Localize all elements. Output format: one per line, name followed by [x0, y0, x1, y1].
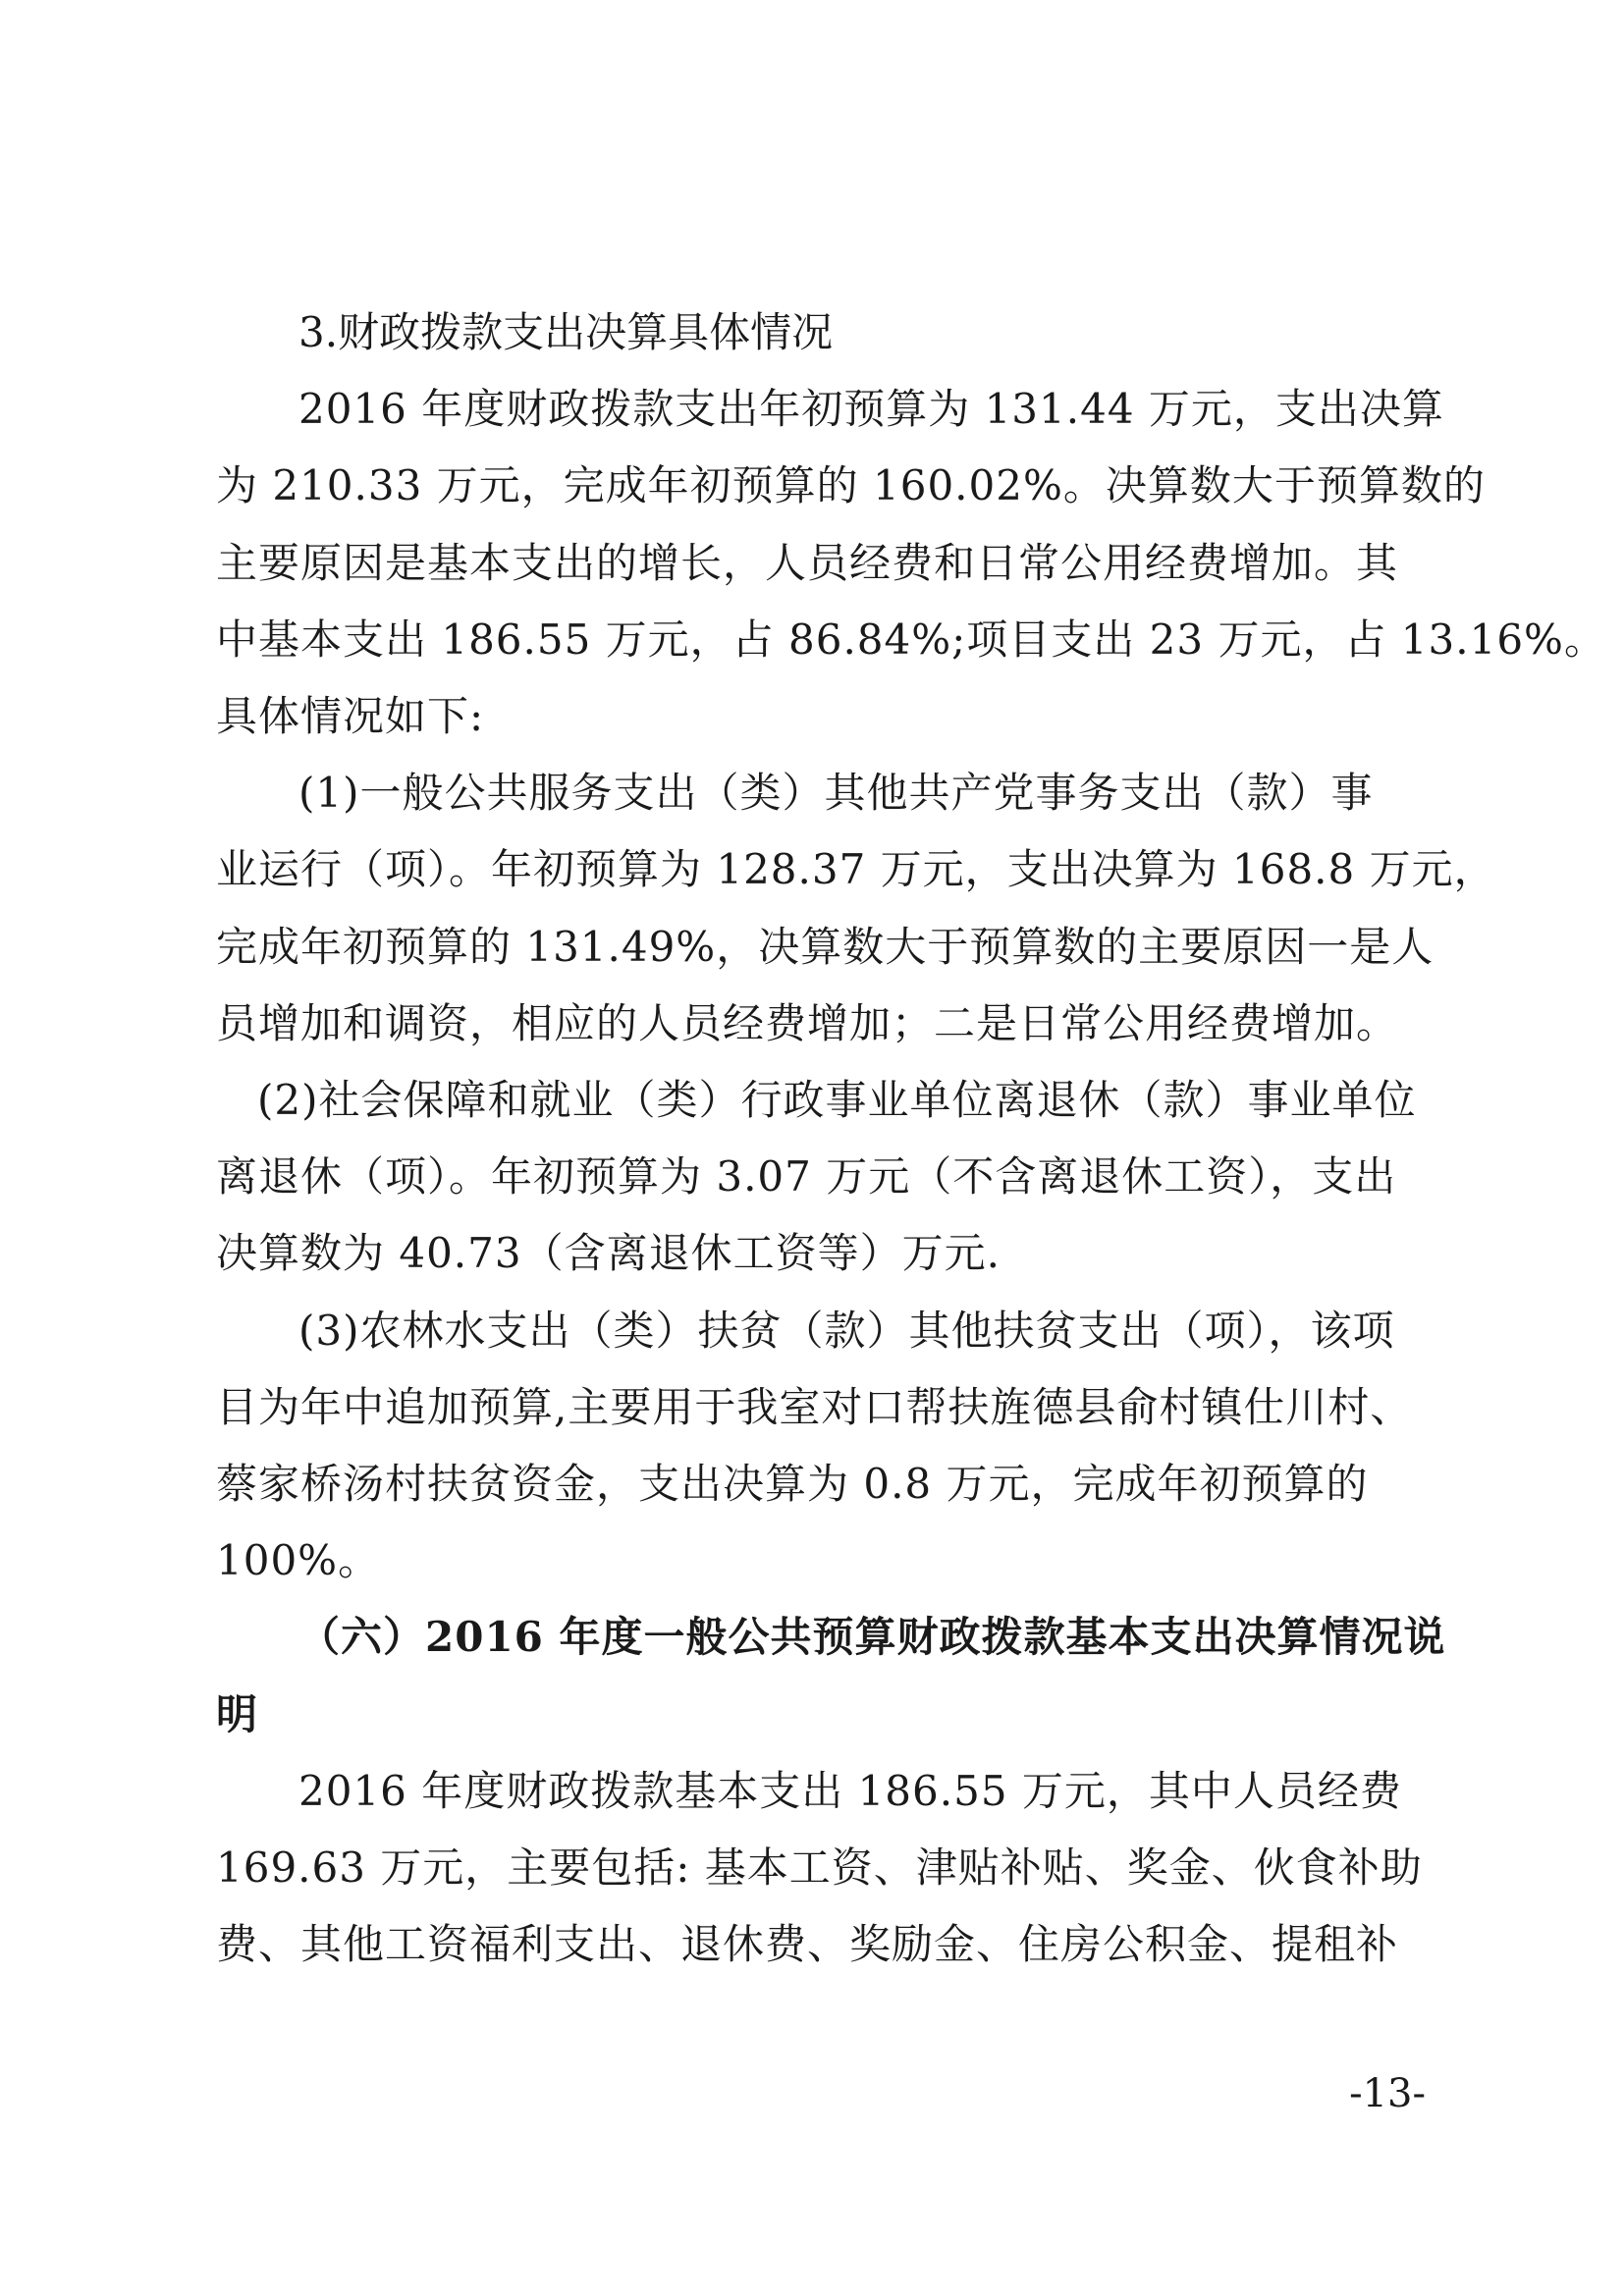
- text-line: 100%。: [216, 1536, 381, 1585]
- section-3-title: 3.财政拨款支出决算具体情况: [298, 308, 834, 356]
- item-2-paragraph: [216, 1062, 1419, 1293]
- section-6-body: [216, 1753, 1423, 1984]
- text-line: 主要原因是基本支出的增长，人员经费和日常公用经费增加。其: [216, 538, 1399, 587]
- text-line: 169.63 万元，主要包括: 基本工资、津贴补贴、奖金、伙食补助: [216, 1843, 1423, 1893]
- text-line: 蔡家桥汤村扶贫资金，支出决算为 0.8 万元，完成年初预算的: [216, 1460, 1369, 1509]
- text-line: (3)农林水支出（类）扶贫（款）其他扶贫支出（项），该项: [298, 1306, 1395, 1355]
- section-6-heading: [216, 1599, 1446, 1752]
- text-line: 离退休（项）。年初预算为 3.07 万元（不含离退休工资），支出: [216, 1152, 1397, 1201]
- text-line: (2)社会保障和就业（类）行政事业单位离退休（款）事业单位: [257, 1076, 1417, 1125]
- item-3-paragraph: [216, 1293, 1419, 1600]
- text-line: 为 210.33 万元，完成年初预算的 160.02%。决算数大于预算数的: [216, 461, 1486, 510]
- text-line: 员增加和调资，相应的人员经费增加；二是日常公用经费增加。: [216, 998, 1399, 1047]
- text-line: 2016 年度财政拨款基本支出 186.55 万元，其中人员经费: [298, 1766, 1402, 1815]
- text-line: 中基本支出 186.55 万元，占 86.84%;项目支出 23 万元，占 13.16%。: [216, 614, 1606, 664]
- text-line: 目为年中追加预算,主要用于我室对口帮扶旌德县俞村镇仕川村、: [216, 1382, 1413, 1431]
- heading-line: 明: [216, 1689, 259, 1738]
- item-1-paragraph: [216, 755, 1496, 1062]
- text-line: 决算数为 40.73（含离退休工资等）万元.: [216, 1229, 1001, 1278]
- text-line: 费、其他工资福利支出、退休费、奖励金、住房公积金、提租补: [216, 1920, 1399, 1969]
- heading-line: （六）2016 年度一般公共预算财政拨款基本支出决算情况说: [298, 1613, 1446, 1662]
- text-line: 业运行（项）。年初预算为 128.37 万元，支出决算为 168.8 万元，: [216, 845, 1496, 894]
- page-number: -13-: [1349, 2071, 1426, 2116]
- section-3-intro: [216, 371, 1606, 755]
- text-line: 2016 年度财政拨款支出年初预算为 131.44 万元，支出决算: [298, 385, 1444, 434]
- document-page: [216, 294, 1606, 1983]
- text-line: (1)一般公共服务支出（类）其他共产党事务支出（款）事: [298, 769, 1374, 818]
- text-line: 完成年初预算的 131.49%，决算数大于预算数的主要原因一是人: [216, 922, 1435, 971]
- text-line: 具体情况如下:: [216, 692, 485, 741]
